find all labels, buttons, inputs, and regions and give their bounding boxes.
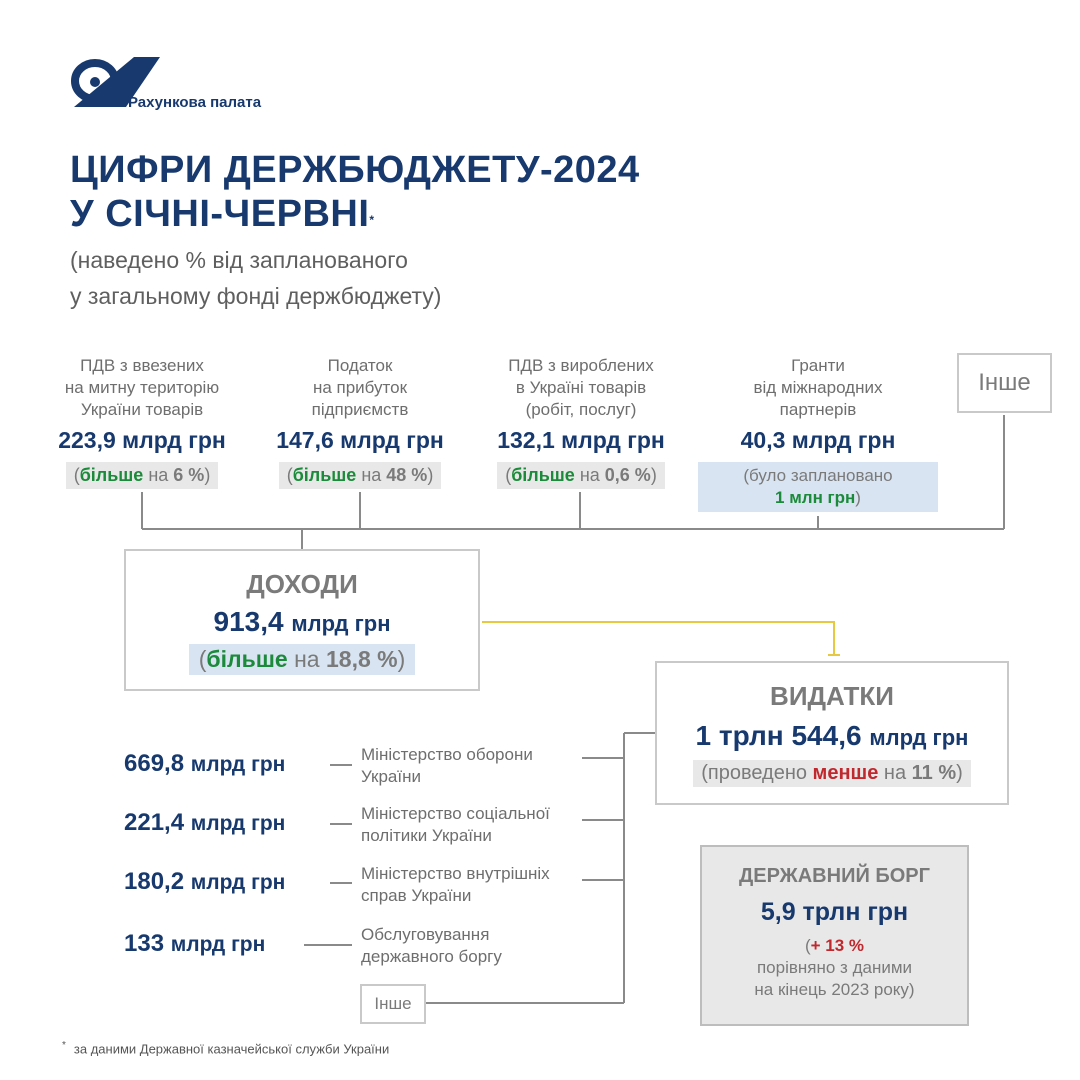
- revenue-value: 132,1 млрд грн: [497, 427, 665, 453]
- expenditure-debt-service-value: 133 млрд грн: [124, 930, 266, 957]
- org-name: Рахункова палата: [128, 94, 262, 111]
- page-subtitle: [70, 242, 441, 314]
- other-expenditure-box: Інше: [360, 984, 426, 1024]
- revenue-label: Податок на прибуток підприємств: [311, 356, 409, 419]
- revenue-label: Гранти від міжнародних партнерів: [753, 356, 883, 419]
- income-value: 913,4 млрд грн: [213, 606, 391, 637]
- expenditure-interior-value: 180,2 млрд грн: [124, 868, 286, 895]
- revenue-profit-tax: [240, 355, 480, 489]
- expenditure-debt-service-label: Обслуговування державного боргу: [361, 925, 502, 966]
- other-revenue-box: Інше: [957, 353, 1052, 413]
- revenue-change-badge: (більше на 0,6 %): [497, 462, 665, 489]
- revenue-change-badge: (більше на 6 %): [66, 462, 219, 489]
- spending-box: [655, 661, 1009, 805]
- spending-title: ВИДАТКИ: [770, 681, 894, 711]
- title-line-2: У СІЧНІ-ЧЕРВНІ: [70, 193, 370, 235]
- revenue-value: 147,6 млрд грн: [276, 427, 444, 453]
- debt-change-note: (+ 13 % порівняно з даними на кінець 2023 року): [754, 936, 915, 999]
- revenue-change-badge: (більше на 48 %): [279, 462, 442, 489]
- income-box: [124, 549, 480, 691]
- revenue-label: ПДВ з вироблених в Україні товарів (робіт, послуг): [508, 356, 654, 419]
- expenditure-social-label: Міністерство соціальної політики України: [361, 804, 550, 845]
- revenue-label: ПДВ з ввезених на митну територію України товарів: [64, 356, 220, 419]
- revenue-plan-note: (було заплановано 1 млн грн): [698, 462, 938, 512]
- footnote: * за даними Державної казначейської служби України: [62, 1040, 390, 1057]
- expenditure-defense-value: 669,8 млрд грн: [124, 750, 286, 777]
- spending-value: 1 трлн 544,6 млрд грн: [695, 720, 969, 751]
- spending-change-badge: (проведено менше на 11 %): [693, 760, 971, 787]
- income-change-badge: (більше на 18,8 %): [189, 644, 416, 675]
- revenue-import-vat: [22, 355, 262, 489]
- revenue-value: 223,9 млрд грн: [58, 427, 226, 453]
- expenditure-defense-label: Міністерство оборони України: [361, 745, 533, 786]
- debt-value: 5,9 трлн грн: [760, 898, 909, 926]
- title-footnote-mark: *: [369, 213, 375, 227]
- revenue-domestic-vat: [461, 355, 701, 489]
- title-line-1: ЦИФРИ ДЕРЖБЮДЖЕТУ-2024: [70, 149, 640, 191]
- subtitle-line-1: (наведено % від запланованого: [70, 247, 408, 273]
- revenue-grants: [698, 355, 938, 512]
- public-debt-box: [700, 845, 969, 1026]
- subtitle-line-2: у загальному фонді держбюджету): [70, 283, 442, 309]
- revenue-value: 40,3 млрд грн: [740, 427, 896, 453]
- page-title: [70, 148, 640, 236]
- expenditure-social-value: 221,4 млрд грн: [124, 809, 286, 836]
- expenditure-interior-label: Міністерство внутрішніх справ України: [361, 864, 550, 905]
- income-title: ДОХОДИ: [246, 569, 358, 599]
- debt-title: ДЕРЖАВНИЙ БОРГ: [739, 865, 930, 887]
